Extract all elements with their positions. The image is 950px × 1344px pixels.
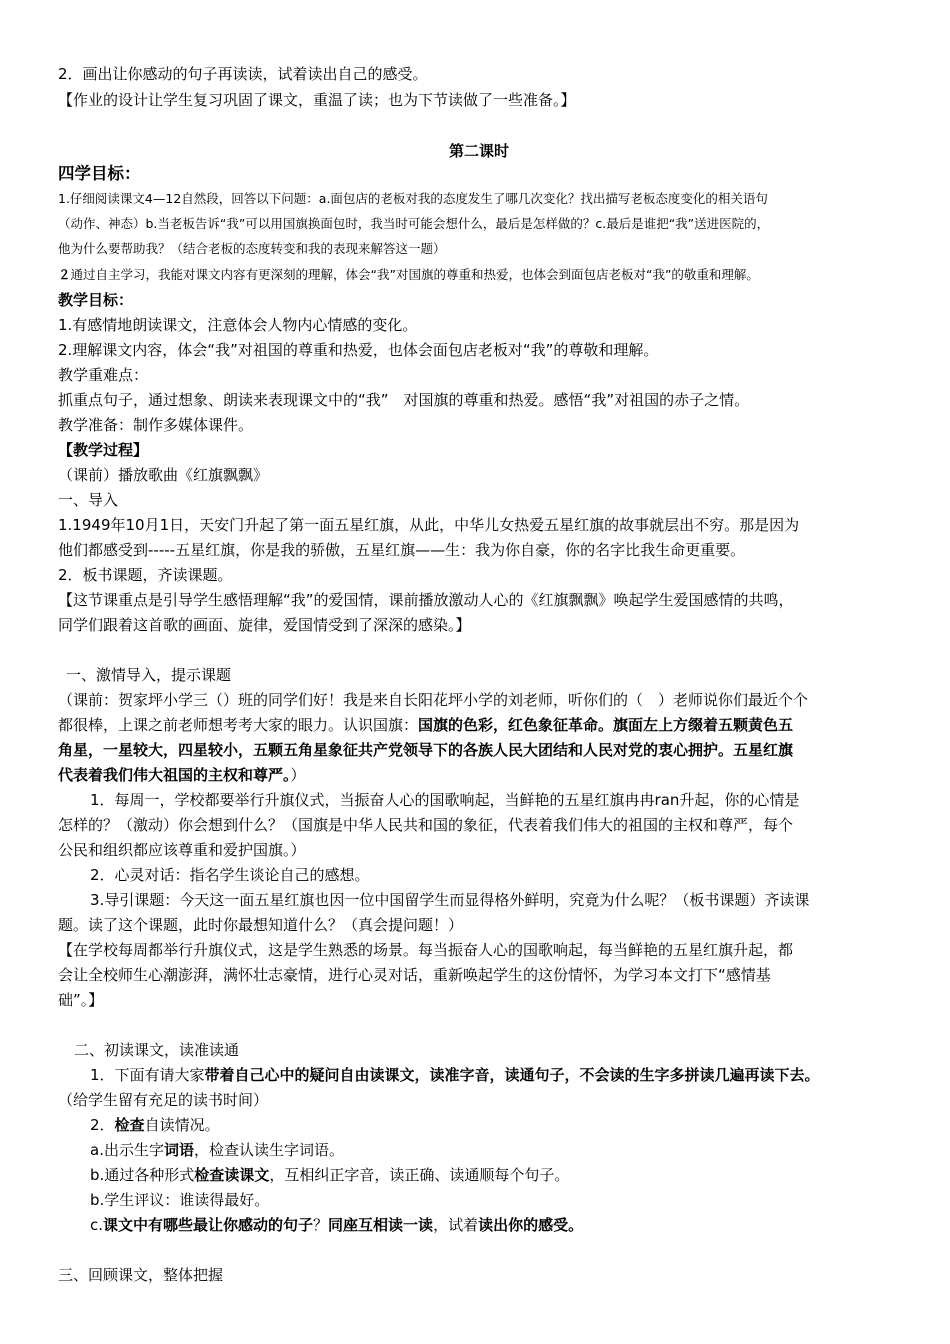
flag-intro-paragraph-cont: 角星，一星较大，四星较小，五颗五角星象征共产党领导下的各族人民大团结和人民对党的衷心拥护。五星红旗 — [58, 741, 794, 759]
lesson-heading: 第二课时 — [448, 142, 509, 160]
section-1-note: 【在学校每周都举行升旗仪式，这是学生熟悉的场景。每当振奋人心的国歌响起，每当鲜艳的五星红旗升起，都 — [58, 941, 794, 959]
key-points-heading: 教学重难点： — [58, 366, 149, 384]
heart-dialogue-step: 2．心灵对话：指名学生谈论自己的感想。 — [90, 866, 370, 884]
pre-class-song: （课前）播放歌曲《红旗飘飘》 — [58, 466, 269, 484]
board-title-step: 2．板书课题，齐读课题。 — [58, 566, 233, 584]
learning-goal-1-cont: （动作、神态）b.当老板告诉“我”可以用国旗换面包时，我当时可能会想什么，最后是怎样做的？c.最后是谁把“我”送进医院的， — [58, 216, 770, 231]
flag-ceremony-question-cont: 怎样的？（激动）你会想到什么？（国旗是中华人民共和国的象征，代表着我们伟大的祖国的主权和尊严，每个 — [58, 816, 794, 834]
homework-design-note: 【作业的设计让学生复习巩固了课文，重温了读；也为下节读做了一些准备。】 — [58, 91, 576, 109]
flag-intro-paragraph: （课前：贺家坪小学三（）班的同学们好！我是来自长阳花坪小学的刘老师，听你们的（ ）老师说你们最近个个 — [58, 691, 809, 709]
guide-topic-step: 3.导引课题：今天这一面五星红旗也因一位中国留学生而显得格外鲜明，究竟为什么呢？（板书课题）齐读课 — [90, 891, 810, 909]
reading-time-note: （给学生留有充足的读书时间） — [58, 1091, 269, 1109]
homework-item-2: 2．画出让你感动的句子再读读，试着读出自己的感受。 — [58, 65, 428, 83]
flag-intro-paragraph-cont: 都很棒，上课之前老师想考考大家的眼力。认识国旗：国旗的色彩，红色象征革命。旗面左上方缀着五颗黄色五 — [58, 716, 794, 734]
guide-topic-step-cont: 题。读了这个课题，此时你最想知道什么？（真会提问题！） — [58, 916, 464, 934]
flag-ceremony-question: 1．每周一，学校都要举行升旗仪式，当振奋人心的国歌响起，当鲜艳的五星红旗冉冉ran升起，你的心情是 — [90, 791, 800, 809]
key-points-text: 抓重点句子，通过想象、朗读来表现课文中的“我” 对国旗的尊重和热爱。感悟“我”对祖国的赤子之情。 — [58, 391, 750, 409]
teaching-process-heading: 【教学过程】 — [58, 441, 149, 459]
section-intro-heading: 一、导入 — [58, 491, 119, 509]
teaching-goal-2: 2.理解课文内容，体会“我”对祖国的尊重和热爱，也体会面包店老板对“我”的尊敬和理解。 — [58, 341, 659, 359]
learning-goal-2: ２通过自主学习，我能对课文内容有更深刻的理解，体会“我”对国旗的尊重和热爱，也体会到面包店老板对“我”的敬重和理解。 — [58, 267, 759, 282]
check-reading-step: 2．检查自读情况。 — [90, 1116, 220, 1134]
flag-ceremony-question-cont: 公民和组织都应该尊重和爱护国旗。） — [58, 841, 306, 859]
check-item-c: c.课文中有哪些最让你感动的句子？同座互相读一读，试着读出你的感受。 — [90, 1216, 584, 1234]
check-item-b: b.通过各种形式检查读课文，互相纠正字音，读正确、读通顺每个句子。 — [90, 1166, 570, 1184]
intro-note-cont: 同学们跟着这首歌的画面、旋律，爱国情受到了深深的感染。】 — [58, 616, 471, 634]
intro-paragraph-cont: 他们都感受到-----五星红旗，你是我的骄傲，五星红旗——生：我为你自豪，你的名字比我生命更重要。 — [58, 541, 746, 559]
learning-goals-heading: 四学目标： — [58, 164, 141, 183]
check-item-a: a.出示生字词语，检查认读生字词语。 — [90, 1141, 344, 1159]
section-1-heading: 一、激情导入，提示课题 — [66, 666, 232, 684]
learning-goal-1: 1.仔细阅读课文4—12自然段，回答以下问题：a.面包店的老板对我的态度发生了哪几次变化？找出描写老板态度变化的相关语句 — [58, 191, 768, 206]
flag-intro-paragraph-cont: 代表着我们伟大祖国的主权和尊严。） — [58, 766, 306, 784]
section-2-heading: 二、初读课文，读准读通 — [74, 1041, 240, 1059]
section-1-note-cont: 会让全校师生心潮澎湃，满怀壮志豪情，进行心灵对话，重新唤起学生的这份情怀，为学习本文打下“感情基 — [58, 966, 771, 984]
preparation-text: 教学准备：制作多媒体课件。 — [58, 416, 254, 434]
check-item-b2: b.学生评议：谁读得最好。 — [90, 1191, 270, 1209]
section-1-note-cont: 础”。】 — [58, 991, 104, 1009]
intro-paragraph: 1.1949年10月1日，天安门升起了第一面五星红旗，从此，中华儿女热爱五星红旗的故事就层出不穷。那是因为 — [58, 516, 800, 534]
teaching-goals-heading: 教学目标： — [58, 291, 134, 309]
section-3-heading: 三、回顾课文，整体把握 — [58, 1266, 224, 1284]
teaching-goal-1: 1.有感情地朗读课文，注意体会人物内心情感的变化。 — [58, 316, 418, 334]
intro-note: 【这节课重点是引导学生感悟理解“我”的爱国情，课前播放激动人心的《红旗飘飘》唤起学生爱国感情的共鸣， — [58, 591, 794, 609]
learning-goal-1-cont: 他为什么要帮助我？（结合老板的态度转变和我的表现来解答这一题） — [58, 241, 446, 256]
free-reading-step: 1．下面有请大家带着自己心中的疑问自由读课文，读准字音，读通句子，不会读的生字多拼读几遍再读下去。 — [90, 1066, 820, 1084]
